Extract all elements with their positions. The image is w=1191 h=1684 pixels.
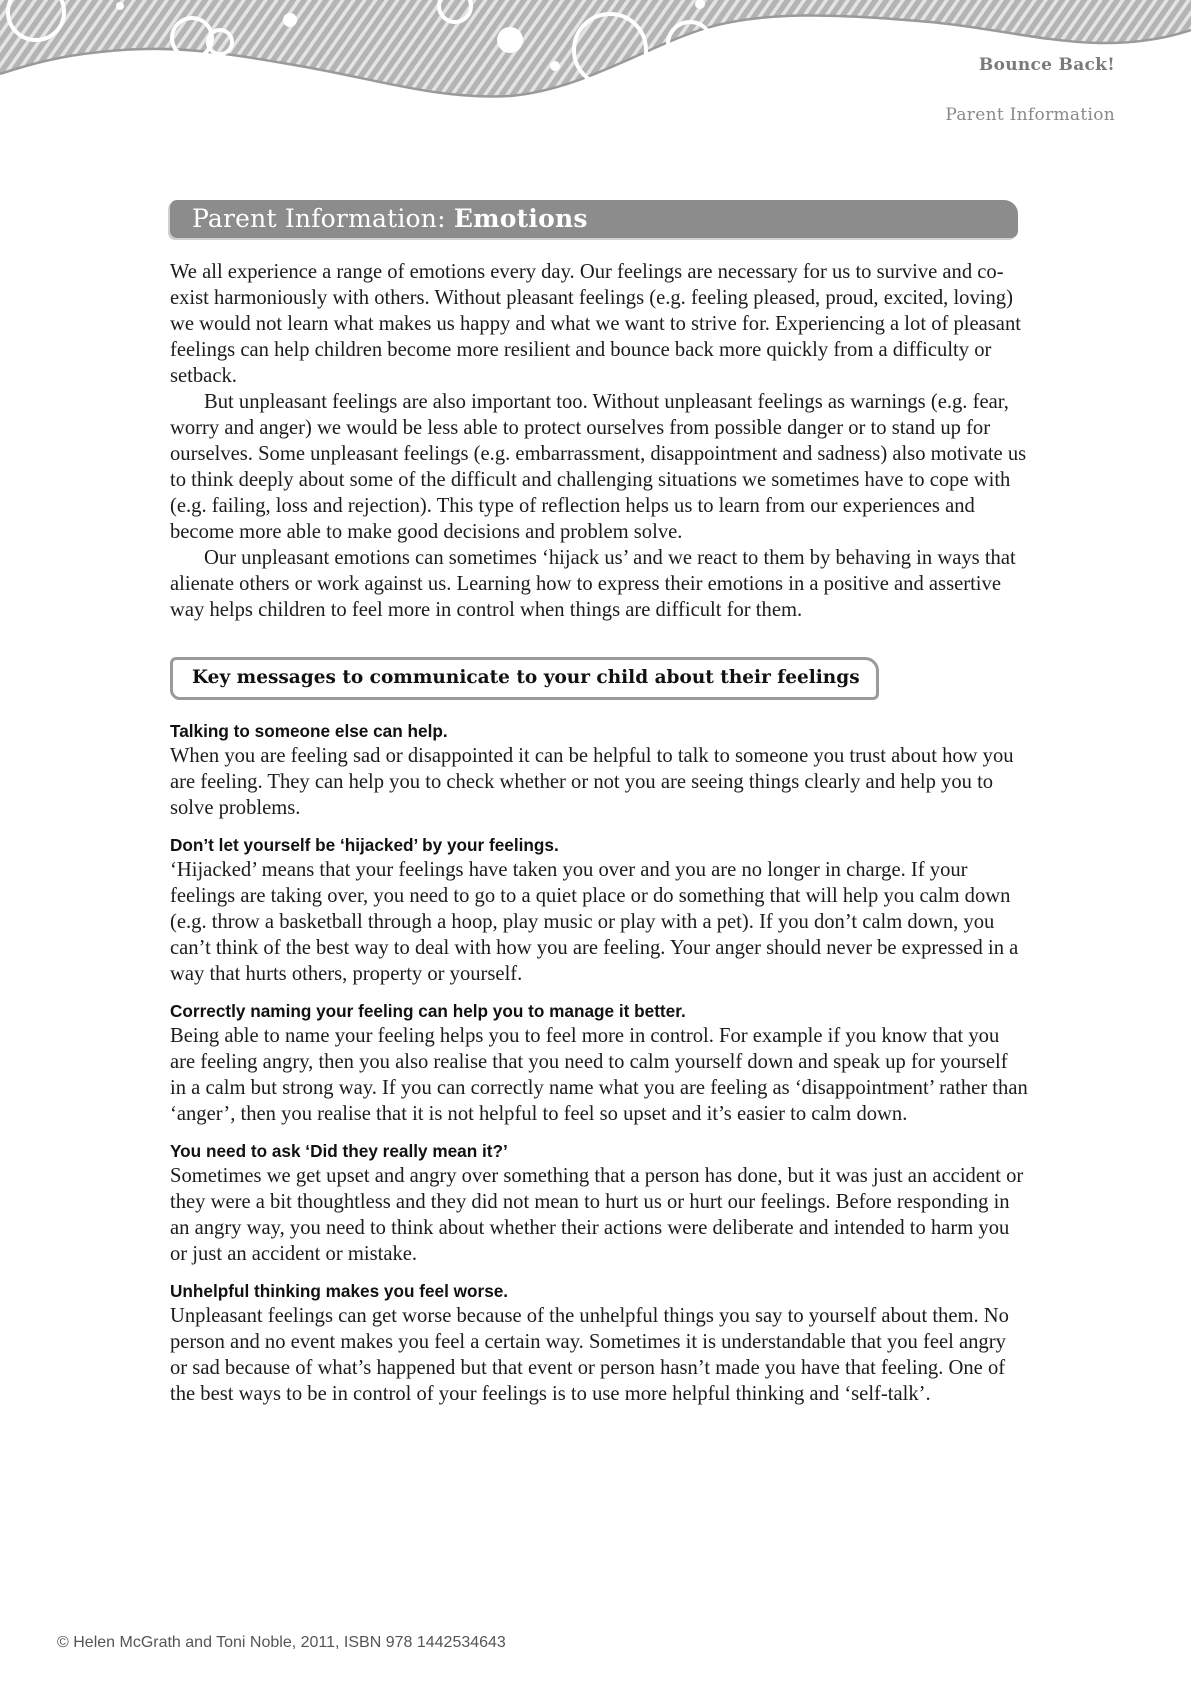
intro-paragraph: But unpleasant feelings are also important too. Without unpleasant feelings as warnings (e.g. fear, worry and anger) we would be less able to protect ourselves from possible danger or to stand up for ourselves. Some unpleasant feelings (e.g. embarrassment, disappointment and sadness) also motivate us to think deeply about some of the difficult and challenging situations we sometimes have to cope with (e.g. failing, loss and rejection). This type of reflection helps us to learn from our experiences and become more able to make good decisions and problem solve.: [170, 391, 1027, 543]
key-message-body: ‘Hijacked’ means that your feelings have taken you over and you are no longer in charge. If your feelings are taking over, you need to go to a quiet place or do something that will help you calm down (e.g. throw a basketball through a hoop, play music or play with a pet). If you don’t calm down, you can’t think of the best way to deal with how you are feeling. Your anger should never be expressed in a way that hurts others, property or yourself.: [170, 859, 1019, 985]
key-message-body: Unpleasant feelings can get worse because of the unhelpful things you say to yourself about them. No person and no event makes you feel a certain way. Sometimes it is understandable that you feel angry or sad because of what’s happened but that event or person hasn’t made you have that feeling. One of the best ways to be in control of your feelings is to use more helpful thinking and ‘self-talk’.: [170, 1305, 1009, 1405]
intro-paragraph: Our unpleasant emotions can sometimes ‘hijack us’ and we react to them by behaving in ways that alienate others or work against us. Learning how to express their emotions in a positive and assertive way helps children to feel more in control when things are difficult for them.: [170, 547, 1016, 621]
key-message-title: You need to ask ‘Did they really mean it?’: [170, 1141, 508, 1161]
key-message: [170, 1000, 1028, 1127]
page-title-prefix: Parent Information:: [192, 204, 454, 233]
page-title-emphasis: Emotions: [453, 204, 588, 233]
key-message: [170, 834, 1028, 987]
key-message-title: Don’t let yourself be ‘hijacked’ by your feelings.: [170, 835, 559, 855]
key-message: [170, 1280, 1028, 1407]
key-message-title: Correctly naming your feeling can help you to manage it better.: [170, 1001, 686, 1021]
key-message: [170, 1140, 1028, 1267]
copyright-footer: © Helen McGrath and Toni Noble, 2011, ISBN 978 1442534643: [57, 1634, 506, 1651]
key-message: [170, 720, 1028, 821]
header-brand: Bounce Back!: [978, 55, 1115, 75]
key-message-title: Unhelpful thinking makes you feel worse.: [170, 1281, 509, 1301]
page-title: [192, 204, 588, 233]
key-message-body: When you are feeling sad or disappointed it can be helpful to talk to someone you trust about how you are feeling. They can help you to check whether or not you are seeing things clearly and help you to solve problems.: [170, 745, 1014, 819]
page-title-bar: [170, 200, 1018, 238]
key-message-body: Being able to name your feeling helps you to feel more in control. For example if you know that you are feeling angry, then you also realise that you need to calm yourself down and speak up for yourself in a calm but strong way. If you can correctly name what you are feeling as ‘disappointment’ rather than ‘anger’, then you realise that it is not helpful to feel so upset and it’s easier to calm down.: [170, 1025, 1028, 1125]
key-message-title: Talking to someone else can help.: [170, 721, 448, 741]
main-content: [170, 259, 1028, 1420]
intro-paragraph: We all experience a range of emotions every day. Our feelings are necessary for us to survive and co-exist harmoniously with others. Without pleasant feelings (e.g. feeling pleased, proud, excited, loving) we would not learn what makes us happy and what we want to strive for. Experiencing a lot of pleasant feelings can help children become more resilient and bounce back more quickly from a difficulty or setback.: [170, 261, 1021, 387]
header-section-label: Parent Information: [945, 105, 1115, 125]
key-messages-heading: Key messages to communicate to your child about their feelings: [170, 657, 879, 700]
key-message-body: Sometimes we get upset and angry over something that a person has done, but it was just an accident or they were a bit thoughtless and they did not mean to hurt us or hurt our feelings. Before responding in an angry way, you need to think about whether their actions were deliberate and intended to harm you or just an accident or mistake.: [170, 1165, 1024, 1265]
